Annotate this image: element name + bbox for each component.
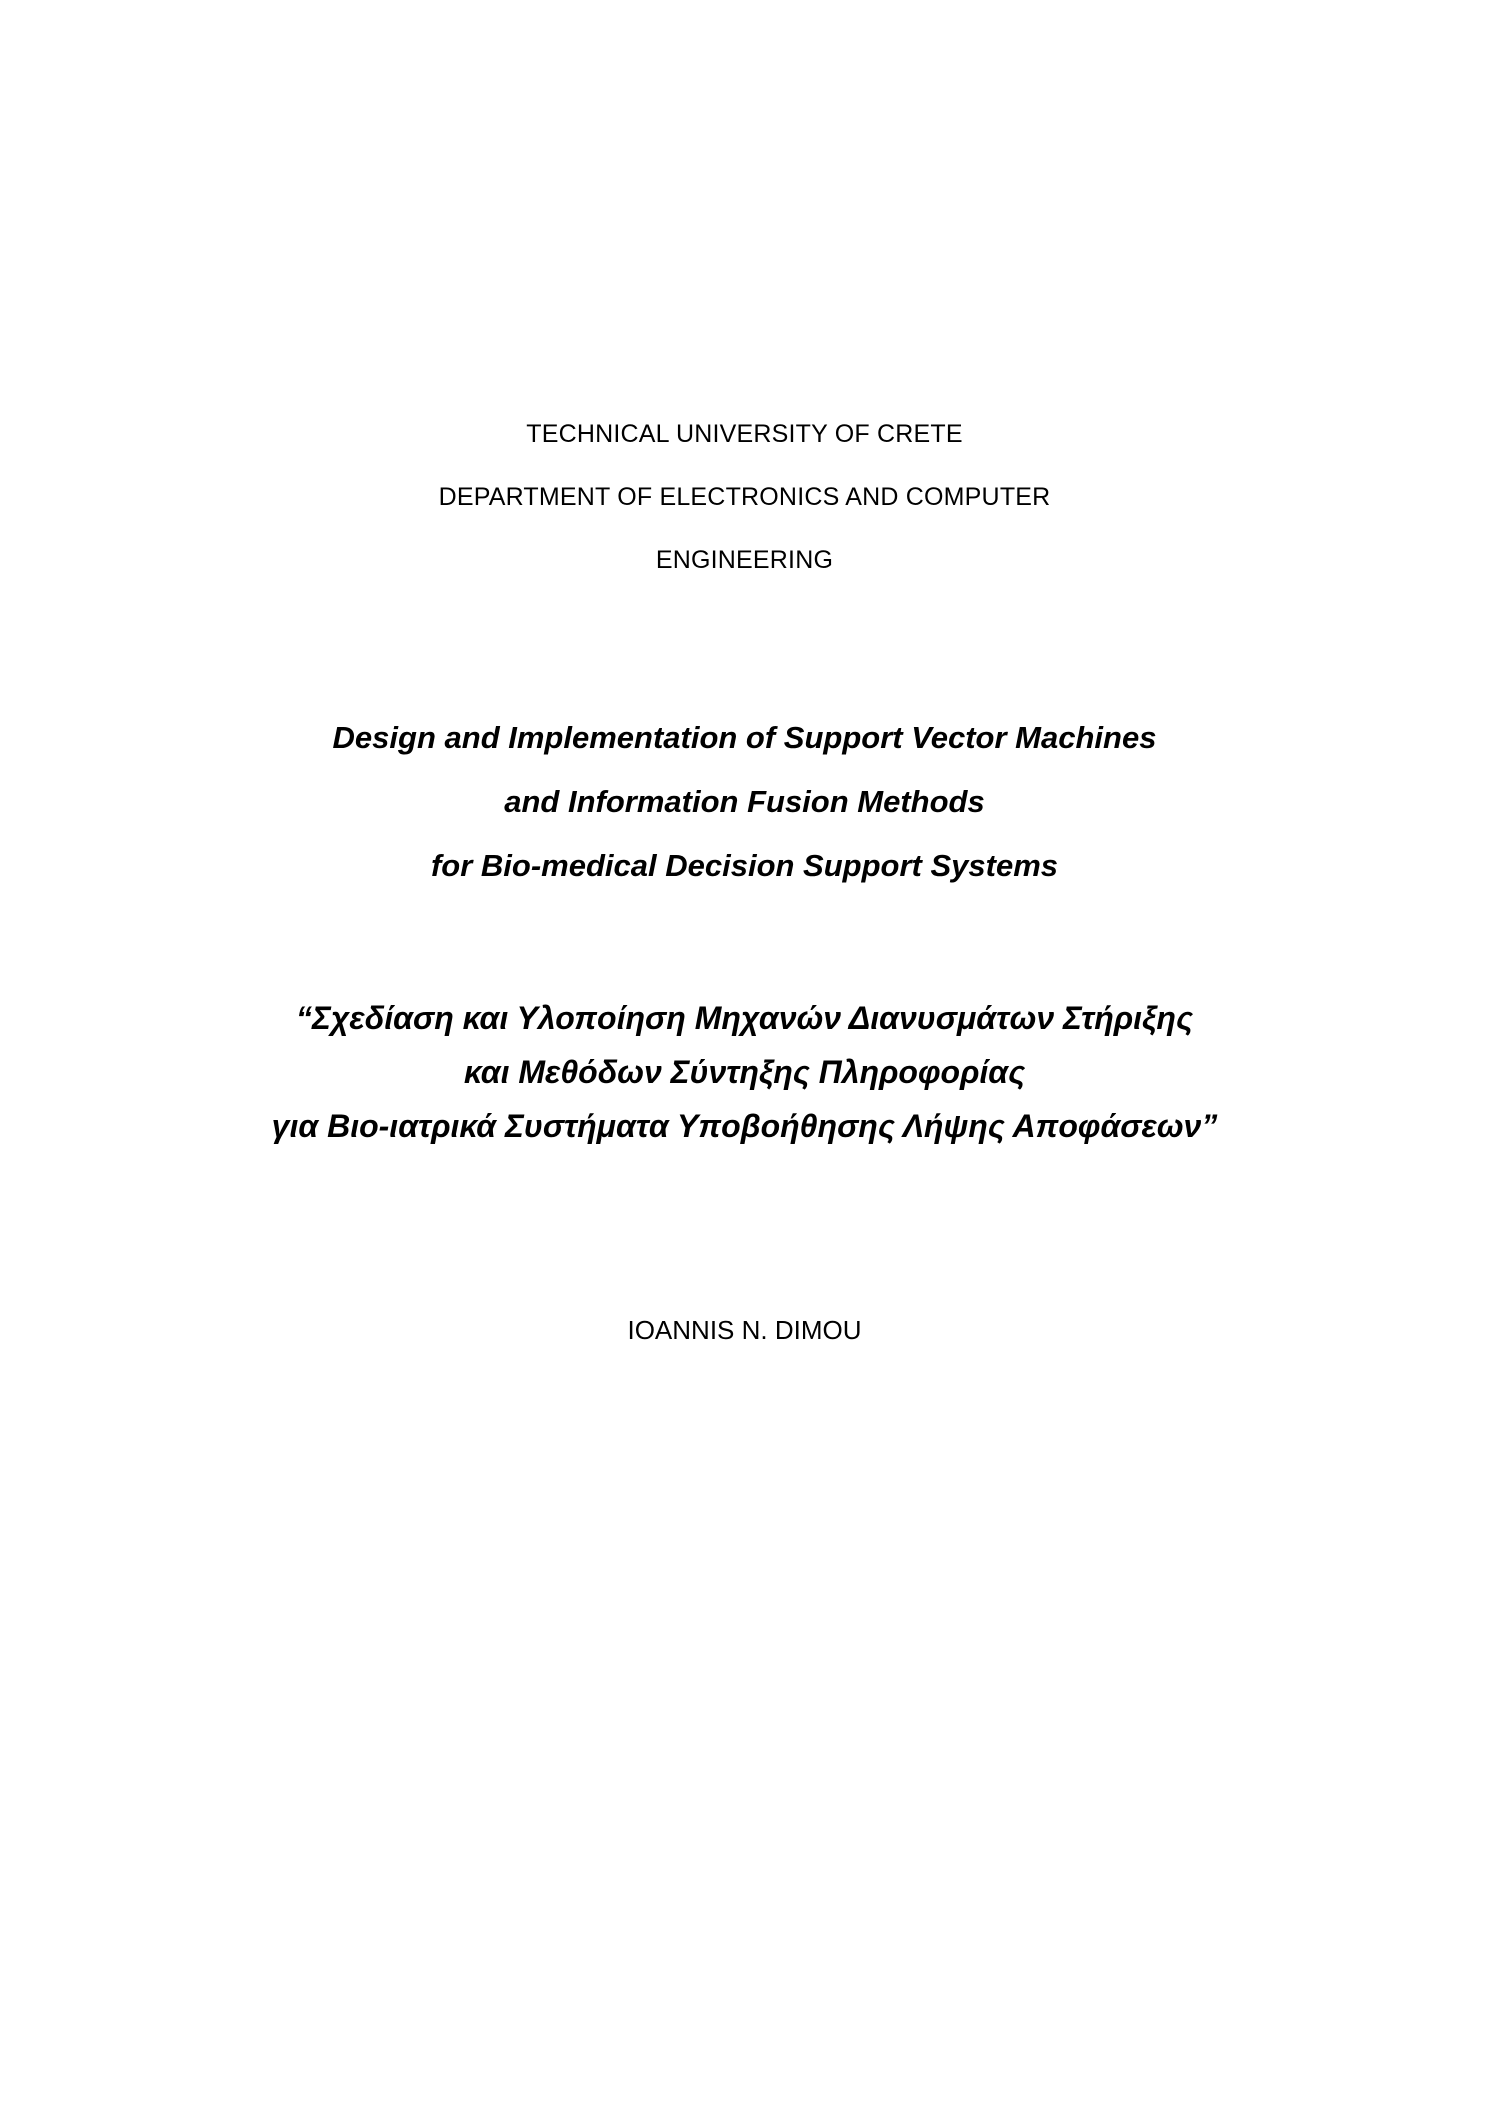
department-name-line2: ENGINEERING	[655, 546, 834, 574]
greek-title-line3: για Βιο-ιατρικά Συστήματα Υποβοήθησης Λήψης Αποφάσεων”	[271, 1108, 1218, 1144]
department-name-line1: DEPARTMENT OF ELECTRONICS AND COMPUTER	[438, 483, 1051, 511]
university-name: TECHNICAL UNIVERSITY OF CRETE	[526, 420, 963, 448]
english-title-line1: Design and Implementation of Support Vector Machines	[332, 720, 1157, 755]
english-title-line2: and Information Fusion Methods	[504, 784, 985, 819]
author-name: IOANNIS N. DIMOU	[627, 1315, 862, 1345]
greek-title-line1: “Σχεδίαση και Υλοποίηση Μηχανών Διανυσμάτων Στήριξης	[296, 1000, 1193, 1036]
english-title-line3: for Bio-medical Decision Support Systems	[430, 848, 1059, 883]
greek-title-line2: και Μεθόδων Σύντηξης Πληροφορίας	[463, 1054, 1026, 1090]
